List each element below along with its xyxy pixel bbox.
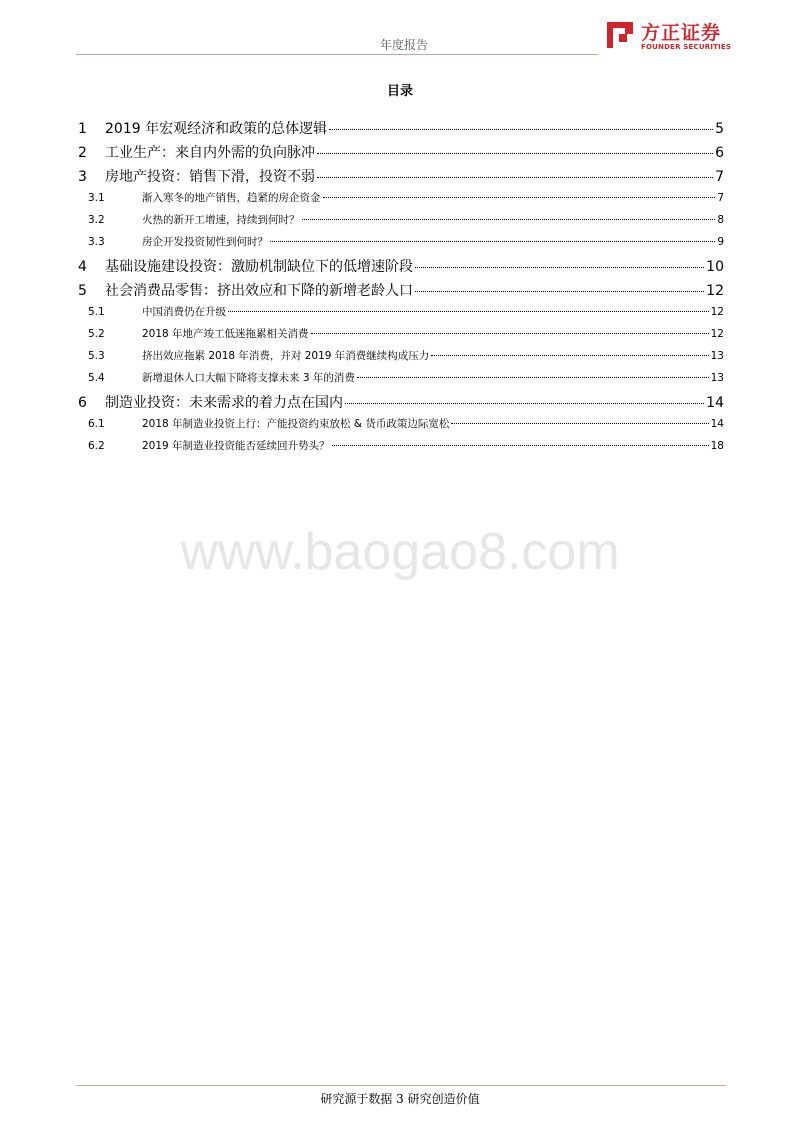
report-type-title: 年度报告 [380, 38, 429, 52]
toc-entry-title: 房企开发投资韧性到何时？ [142, 236, 268, 248]
toc-dot-leader [311, 333, 709, 334]
toc-entry-page: 10 [706, 259, 724, 275]
footer-slogan: 研究源于数据 3 研究创造价值 [320, 1092, 480, 1106]
toc-entry[interactable] [78, 256, 724, 280]
toc-entry-title: 工业生产：来自内外需的负向脉冲 [105, 145, 315, 161]
toc-entry-number: 5.3 [88, 350, 105, 362]
company-logo [605, 18, 735, 54]
toc-entry[interactable] [78, 326, 724, 348]
toc-entry-title: 2019 年宏观经济和政策的总体逻辑 [105, 121, 328, 137]
toc-entry[interactable] [78, 190, 724, 212]
toc-entry-title: 新增退休人口大幅下降将支撑未来 3 年的消费 [142, 372, 355, 384]
toc-entry-title: 火热的新开工增速，持续到何时？ [142, 214, 300, 226]
toc-entry-page: 12 [710, 306, 724, 318]
toc-entry-number: 5.4 [88, 372, 105, 384]
toc-entry-page: 13 [710, 372, 724, 384]
toc-entry-number: 5 [78, 283, 87, 299]
logo-chinese-name: 方正证券 [641, 22, 722, 44]
toc-entry[interactable] [78, 392, 724, 416]
toc-entry-number: 3.1 [88, 192, 105, 204]
toc-heading: 目录 [386, 84, 413, 99]
toc-dot-leader [323, 197, 716, 198]
toc-entry[interactable] [78, 348, 724, 370]
toc-entry-title: 渐入寒冬的地产销售，趋紧的房企资金 [142, 192, 321, 204]
table-of-contents [78, 118, 724, 460]
toc-entry[interactable] [78, 166, 724, 190]
toc-dot-leader [317, 177, 713, 178]
logo-english-name: FOUNDER SECURITIES [641, 43, 732, 51]
toc-dot-leader [451, 423, 708, 424]
toc-entry-page: 13 [710, 350, 724, 362]
toc-entry-page: 7 [715, 169, 724, 185]
toc-entry[interactable] [78, 212, 724, 234]
toc-entry[interactable] [78, 438, 724, 460]
footer-divider [76, 1085, 726, 1086]
toc-dot-leader [228, 311, 709, 312]
toc-entry[interactable] [78, 142, 724, 166]
toc-dot-leader [415, 267, 704, 268]
toc-entry[interactable] [78, 280, 724, 304]
toc-entry-title: 挤出效应拖累 2018 年消费，并对 2019 年消费继续构成压力 [142, 350, 430, 362]
watermark: www.baogao8.com [180, 523, 620, 581]
founder-logo-icon [605, 20, 635, 50]
toc-entry-number: 1 [78, 121, 87, 137]
toc-entry-page: 8 [717, 214, 724, 226]
toc-entry-title: 基础设施建设投资：激励机制缺位下的低增速阶段 [105, 259, 413, 275]
toc-entry[interactable] [78, 304, 724, 326]
toc-dot-leader [431, 355, 708, 356]
toc-entry-title: 中国消费仍在升级 [142, 306, 226, 318]
toc-entry-page: 18 [710, 440, 724, 452]
toc-entry-number: 4 [78, 259, 87, 275]
toc-dot-leader [357, 377, 709, 378]
toc-entry[interactable] [78, 118, 724, 142]
toc-entry-number: 6.1 [88, 418, 105, 430]
toc-entry-number: 3.3 [88, 236, 105, 248]
toc-entry[interactable] [78, 370, 724, 392]
toc-entry[interactable] [78, 416, 724, 438]
toc-entry-page: 5 [715, 121, 724, 137]
toc-entry-number: 5.2 [88, 328, 105, 340]
toc-entry-page: 9 [717, 236, 724, 248]
toc-dot-leader [270, 241, 715, 242]
toc-entry-page: 12 [710, 328, 724, 340]
toc-entry-number: 6 [78, 395, 87, 411]
toc-entry-title: 制造业投资：未来需求的着力点在国内 [105, 395, 343, 411]
toc-entry-page: 7 [717, 192, 724, 204]
toc-entry-title: 房地产投资：销售下滑，投资不弱 [105, 169, 315, 185]
toc-entry[interactable] [78, 234, 724, 256]
toc-dot-leader [317, 153, 713, 154]
toc-entry-number: 3.2 [88, 214, 105, 226]
toc-entry-page: 14 [706, 395, 724, 411]
toc-entry-page: 14 [710, 418, 724, 430]
toc-entry-page: 12 [706, 283, 724, 299]
toc-dot-leader [415, 291, 704, 292]
toc-dot-leader [332, 445, 709, 446]
toc-entry-page: 6 [715, 145, 724, 161]
header-divider [76, 54, 598, 55]
toc-dot-leader [302, 219, 716, 220]
toc-entry-number: 3 [78, 169, 87, 185]
toc-entry-number: 6.2 [88, 440, 105, 452]
toc-entry-number: 2 [78, 145, 87, 161]
toc-dot-leader [329, 129, 713, 130]
toc-entry-title: 2018 年制造业投资上行：产能投资约束放松 & 货币政策边际宽松 [142, 418, 450, 430]
toc-entry-number: 5.1 [88, 306, 105, 318]
toc-entry-title: 2018 年地产竣工低迷拖累相关消费 [142, 328, 309, 340]
toc-entry-title: 2019 年制造业投资能否延续回升势头？ [142, 440, 330, 452]
toc-entry-title: 社会消费品零售：挤出效应和下降的新增老龄人口 [105, 283, 413, 299]
toc-dot-leader [345, 403, 704, 404]
